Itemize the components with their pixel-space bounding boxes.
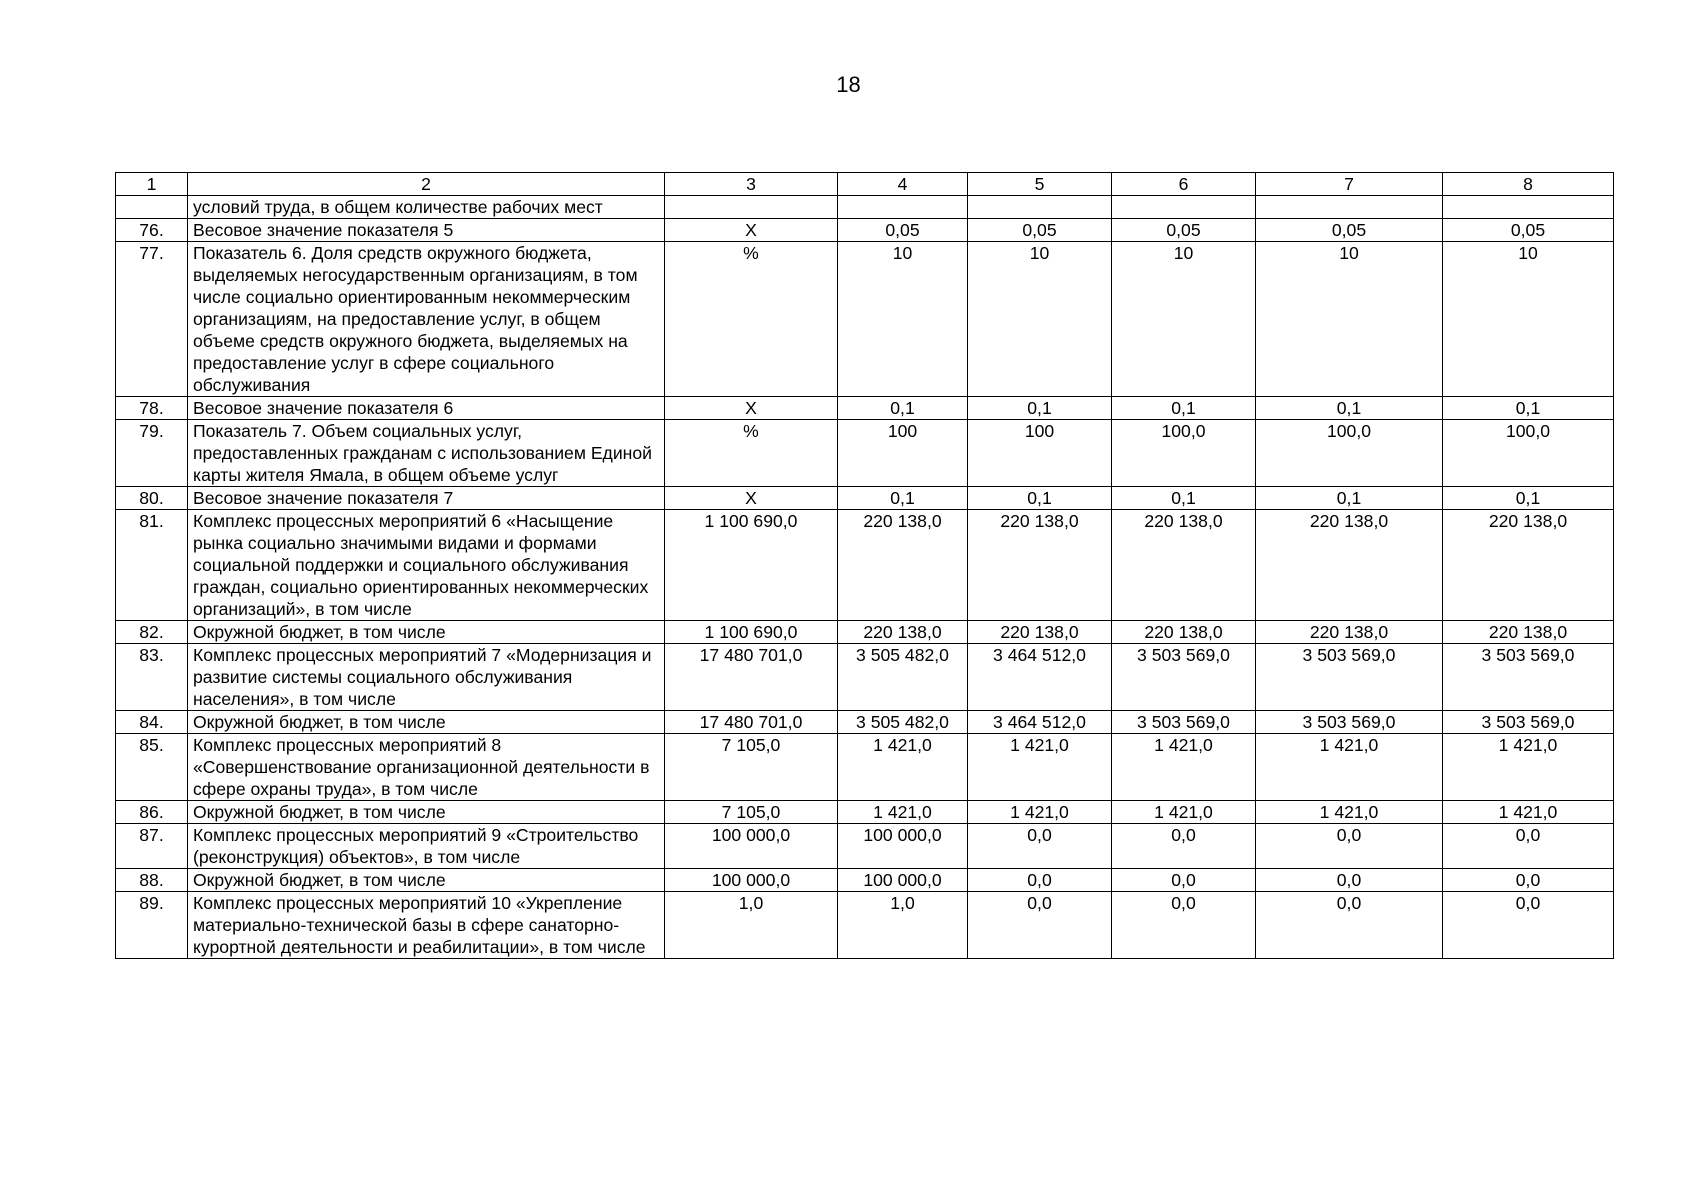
row-number-cell: 80.	[116, 487, 188, 510]
value-cell: 0,1	[838, 397, 968, 420]
row-number-cell: 82.	[116, 621, 188, 644]
row-number-cell: 77.	[116, 242, 188, 397]
row-name-cell: Окружной бюджет, в том числе	[188, 801, 665, 824]
row-name-cell: Весовое значение показателя 7	[188, 487, 665, 510]
row-number-cell: 81.	[116, 510, 188, 621]
value-cell: 0,1	[1443, 397, 1614, 420]
row-number-cell: 86.	[116, 801, 188, 824]
value-cell: 100 000,0	[838, 824, 968, 869]
table-row	[116, 420, 1614, 487]
value-cell: 0,0	[1112, 824, 1256, 869]
value-cell: 0,1	[968, 397, 1112, 420]
row-name-cell: Окружной бюджет, в том числе	[188, 869, 665, 892]
value-cell: %	[665, 420, 838, 487]
value-cell: 100	[838, 420, 968, 487]
table-row	[116, 734, 1614, 801]
table-row	[116, 892, 1614, 959]
value-cell: X	[665, 397, 838, 420]
value-cell: 100,0	[1256, 420, 1443, 487]
value-cell: 3 503 569,0	[1443, 711, 1614, 734]
value-cell: 220 138,0	[1443, 510, 1614, 621]
value-cell: 100	[968, 420, 1112, 487]
value-cell: 220 138,0	[1256, 621, 1443, 644]
value-cell: 0,05	[838, 219, 968, 242]
value-cell: 17 480 701,0	[665, 644, 838, 711]
value-cell: 1 421,0	[1256, 801, 1443, 824]
value-cell: 1,0	[665, 892, 838, 959]
table-row	[116, 711, 1614, 734]
value-cell: 0,05	[968, 219, 1112, 242]
table-row	[116, 487, 1614, 510]
value-cell: 0,0	[1443, 892, 1614, 959]
value-cell: 0,0	[1256, 824, 1443, 869]
row-name-cell: Показатель 6. Доля средств окружного бюджета, выделяемых негосударственным организациям, в том числе социально ориентированным некоммерческим организациям, на предоставление услуг, в общем объеме средств окружного бюджета, выделяемых на предоставление услуг в сфере социального обслуживания	[188, 242, 665, 397]
value-cell: 0,1	[1112, 487, 1256, 510]
value-cell: 0,1	[1443, 487, 1614, 510]
value-cell: 7 105,0	[665, 734, 838, 801]
value-cell: 0,05	[1112, 219, 1256, 242]
value-cell: 0,0	[1256, 869, 1443, 892]
indicators-table	[115, 172, 1614, 959]
row-name-cell: Показатель 7. Объем социальных услуг, предоставленных гражданам с использованием Единой карты жителя Ямала, в общем объеме услуг	[188, 420, 665, 487]
value-cell: 100,0	[1443, 420, 1614, 487]
value-cell: X	[665, 219, 838, 242]
value-cell: 1 421,0	[1112, 734, 1256, 801]
value-cell: 0,0	[1112, 892, 1256, 959]
value-cell: 0,0	[968, 824, 1112, 869]
value-cell: 3 464 512,0	[968, 711, 1112, 734]
header-cell: 2	[188, 173, 665, 196]
table-row	[116, 219, 1614, 242]
row-number-cell	[116, 196, 188, 219]
value-cell: 0,05	[1256, 219, 1443, 242]
header-cell: 8	[1443, 173, 1614, 196]
value-cell: 3 503 569,0	[1443, 644, 1614, 711]
value-cell: X	[665, 487, 838, 510]
value-cell: 220 138,0	[838, 621, 968, 644]
table-row	[116, 824, 1614, 869]
row-number-cell: 85.	[116, 734, 188, 801]
value-cell: 220 138,0	[1256, 510, 1443, 621]
header-cell: 4	[838, 173, 968, 196]
header-row	[116, 173, 1614, 196]
row-name-cell: Комплекс процессных мероприятий 7 «Модернизация и развитие системы социального обслуживания населения», в том числе	[188, 644, 665, 711]
value-cell: 10	[1112, 242, 1256, 397]
value-cell	[1112, 196, 1256, 219]
row-number-cell: 79.	[116, 420, 188, 487]
value-cell: 1 421,0	[1443, 734, 1614, 801]
value-cell: 10	[968, 242, 1112, 397]
header-cell: 5	[968, 173, 1112, 196]
row-name-cell: условий труда, в общем количестве рабочих мест	[188, 196, 665, 219]
row-name-cell: Окружной бюджет, в том числе	[188, 621, 665, 644]
value-cell: 220 138,0	[1112, 621, 1256, 644]
value-cell: 100 000,0	[665, 824, 838, 869]
value-cell: 0,1	[968, 487, 1112, 510]
row-number-cell: 88.	[116, 869, 188, 892]
value-cell	[968, 196, 1112, 219]
value-cell: 1 100 690,0	[665, 621, 838, 644]
value-cell: 1 100 690,0	[665, 510, 838, 621]
value-cell: 1 421,0	[838, 801, 968, 824]
value-cell: 3 464 512,0	[968, 644, 1112, 711]
value-cell: 3 503 569,0	[1112, 711, 1256, 734]
value-cell: 0,0	[1256, 892, 1443, 959]
value-cell	[1443, 196, 1614, 219]
row-name-cell: Комплекс процессных мероприятий 8 «Совершенствование организационной деятельности в сфере охраны труда», в том числе	[188, 734, 665, 801]
table-row	[116, 621, 1614, 644]
value-cell: 1,0	[838, 892, 968, 959]
value-cell: 1 421,0	[1256, 734, 1443, 801]
value-cell: %	[665, 242, 838, 397]
table-row	[116, 869, 1614, 892]
value-cell: 100 000,0	[665, 869, 838, 892]
value-cell: 1 421,0	[968, 734, 1112, 801]
row-name-cell: Весовое значение показателя 6	[188, 397, 665, 420]
value-cell: 220 138,0	[968, 621, 1112, 644]
value-cell: 1 421,0	[968, 801, 1112, 824]
value-cell: 0,0	[1112, 869, 1256, 892]
value-cell: 100,0	[1112, 420, 1256, 487]
value-cell: 10	[1443, 242, 1614, 397]
row-name-cell: Окружной бюджет, в том числе	[188, 711, 665, 734]
value-cell: 1 421,0	[838, 734, 968, 801]
row-number-cell: 76.	[116, 219, 188, 242]
value-cell: 3 503 569,0	[1256, 644, 1443, 711]
row-number-cell: 89.	[116, 892, 188, 959]
value-cell: 1 421,0	[1443, 801, 1614, 824]
value-cell	[1256, 196, 1443, 219]
table-row	[116, 196, 1614, 219]
value-cell: 3 503 569,0	[1256, 711, 1443, 734]
value-cell: 220 138,0	[838, 510, 968, 621]
row-number-cell: 78.	[116, 397, 188, 420]
value-cell: 17 480 701,0	[665, 711, 838, 734]
value-cell: 10	[1256, 242, 1443, 397]
row-name-cell: Комплекс процессных мероприятий 9 «Строительство (реконструкция) объектов», в том числе	[188, 824, 665, 869]
value-cell: 0,1	[1256, 397, 1443, 420]
value-cell: 0,0	[1443, 824, 1614, 869]
table-row	[116, 510, 1614, 621]
value-cell: 0,0	[968, 869, 1112, 892]
table-row	[116, 242, 1614, 397]
value-cell: 3 503 569,0	[1112, 644, 1256, 711]
value-cell: 0,05	[1443, 219, 1614, 242]
value-cell: 0,1	[1256, 487, 1443, 510]
table-row	[116, 644, 1614, 711]
value-cell: 3 505 482,0	[838, 644, 968, 711]
value-cell	[838, 196, 968, 219]
value-cell: 220 138,0	[1112, 510, 1256, 621]
value-cell: 0,0	[1443, 869, 1614, 892]
table-row	[116, 397, 1614, 420]
value-cell: 220 138,0	[1443, 621, 1614, 644]
header-cell: 3	[665, 173, 838, 196]
value-cell: 100 000,0	[838, 869, 968, 892]
value-cell: 0,0	[968, 892, 1112, 959]
value-cell: 1 421,0	[1112, 801, 1256, 824]
value-cell	[665, 196, 838, 219]
row-name-cell: Комплекс процессных мероприятий 6 «Насыщение рынка социально значимыми видами и формами социальной поддержки и социального обслуживания граждан, социально ориентированных некоммерческих организаций», в том числе	[188, 510, 665, 621]
table-row	[116, 801, 1614, 824]
header-cell: 6	[1112, 173, 1256, 196]
header-cell: 1	[116, 173, 188, 196]
row-name-cell: Комплекс процессных мероприятий 10 «Укрепление материально-технической базы в сфере санаторно-курортной деятельности и реабилитации», в том числе	[188, 892, 665, 959]
page-number: 18	[836, 72, 861, 97]
value-cell: 0,1	[1112, 397, 1256, 420]
header-cell: 7	[1256, 173, 1443, 196]
value-cell: 10	[838, 242, 968, 397]
row-number-cell: 84.	[116, 711, 188, 734]
value-cell: 0,1	[838, 487, 968, 510]
value-cell: 7 105,0	[665, 801, 838, 824]
row-number-cell: 83.	[116, 644, 188, 711]
value-cell: 220 138,0	[968, 510, 1112, 621]
row-number-cell: 87.	[116, 824, 188, 869]
row-name-cell: Весовое значение показателя 5	[188, 219, 665, 242]
value-cell: 3 505 482,0	[838, 711, 968, 734]
